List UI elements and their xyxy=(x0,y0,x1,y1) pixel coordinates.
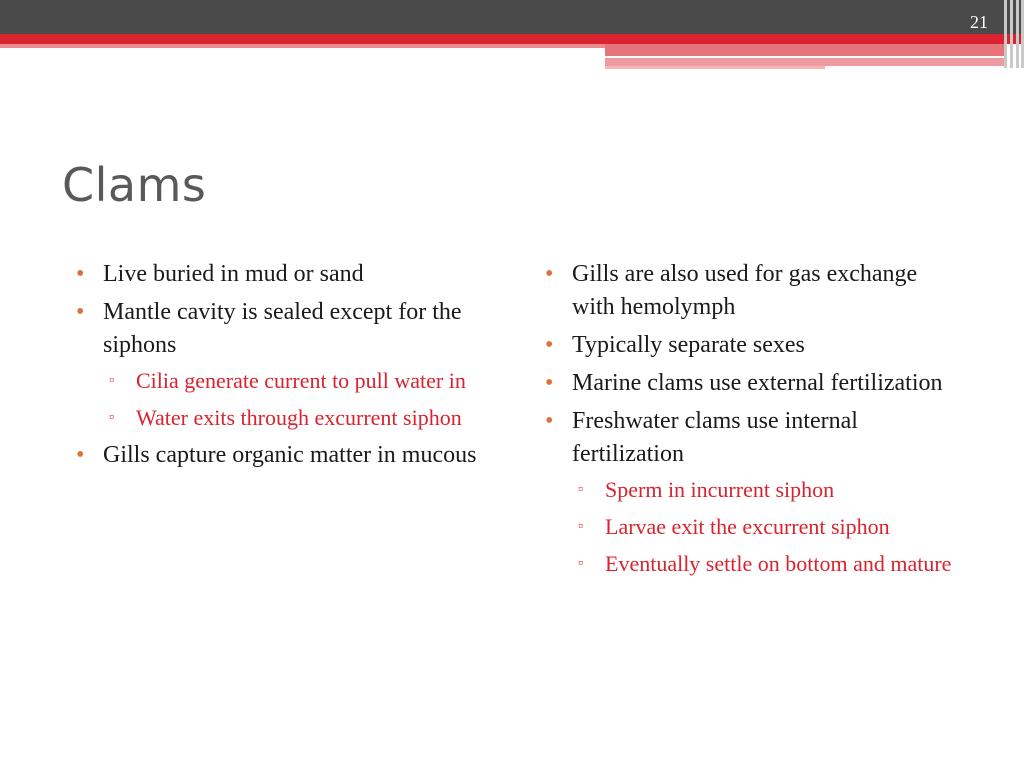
bullet-item: • Live buried in mud or sand xyxy=(74,258,494,291)
sub-bullet-item: ▫ Water exits through excurrent siphon xyxy=(103,402,494,434)
bullet-item: • Gills are also used for gas exchange with hemolymph xyxy=(543,258,963,324)
bullet-list-right xyxy=(543,258,963,580)
slide-number: 21 xyxy=(970,12,988,32)
sub-bullet-item: ▫ Sperm in incurrent siphon xyxy=(572,474,963,506)
header-red-band xyxy=(0,34,1024,44)
sub-bullet-item: ▫ Larvae exit the excurrent siphon xyxy=(572,511,963,543)
sub-bullet-item: ▫ Eventually settle on bottom and mature xyxy=(572,548,963,580)
left-column xyxy=(74,258,494,477)
sub-bullet-item: ▫ Cilia generate current to pull water in xyxy=(103,365,494,397)
bullet-item: • Marine clams use external fertilization xyxy=(543,367,963,400)
bullet-item: • Freshwater clams use internal fertilization ▫ Sperm in incurrent siphon ▫ Larvae exit the excurrent siphon ▫ Eventually settle on bottom and mature xyxy=(543,405,963,580)
header-pink-strip xyxy=(0,44,605,48)
sub-bullet-list xyxy=(572,474,963,580)
bullet-item: • Gills capture organic matter in mucous xyxy=(74,439,494,472)
header-pink-block xyxy=(605,44,1005,56)
slide-title: Clams xyxy=(62,158,207,212)
sub-bullet-list xyxy=(103,365,494,434)
header-vertical-line xyxy=(1016,0,1019,68)
header-band xyxy=(0,0,1024,34)
bullet-item: • Typically separate sexes xyxy=(543,329,963,362)
bullet-item: • Mantle cavity is sealed except for the siphons ▫ Cilia generate current to pull water in ▫ Water exits through excurrent siphon xyxy=(74,296,494,434)
bullet-list-left xyxy=(74,258,494,472)
right-column xyxy=(543,258,963,585)
header-vertical-line xyxy=(1010,0,1013,68)
header-pink-strip-2 xyxy=(605,58,1005,66)
header-pink-strip-3 xyxy=(605,66,825,69)
header-vertical-line xyxy=(1004,0,1007,68)
